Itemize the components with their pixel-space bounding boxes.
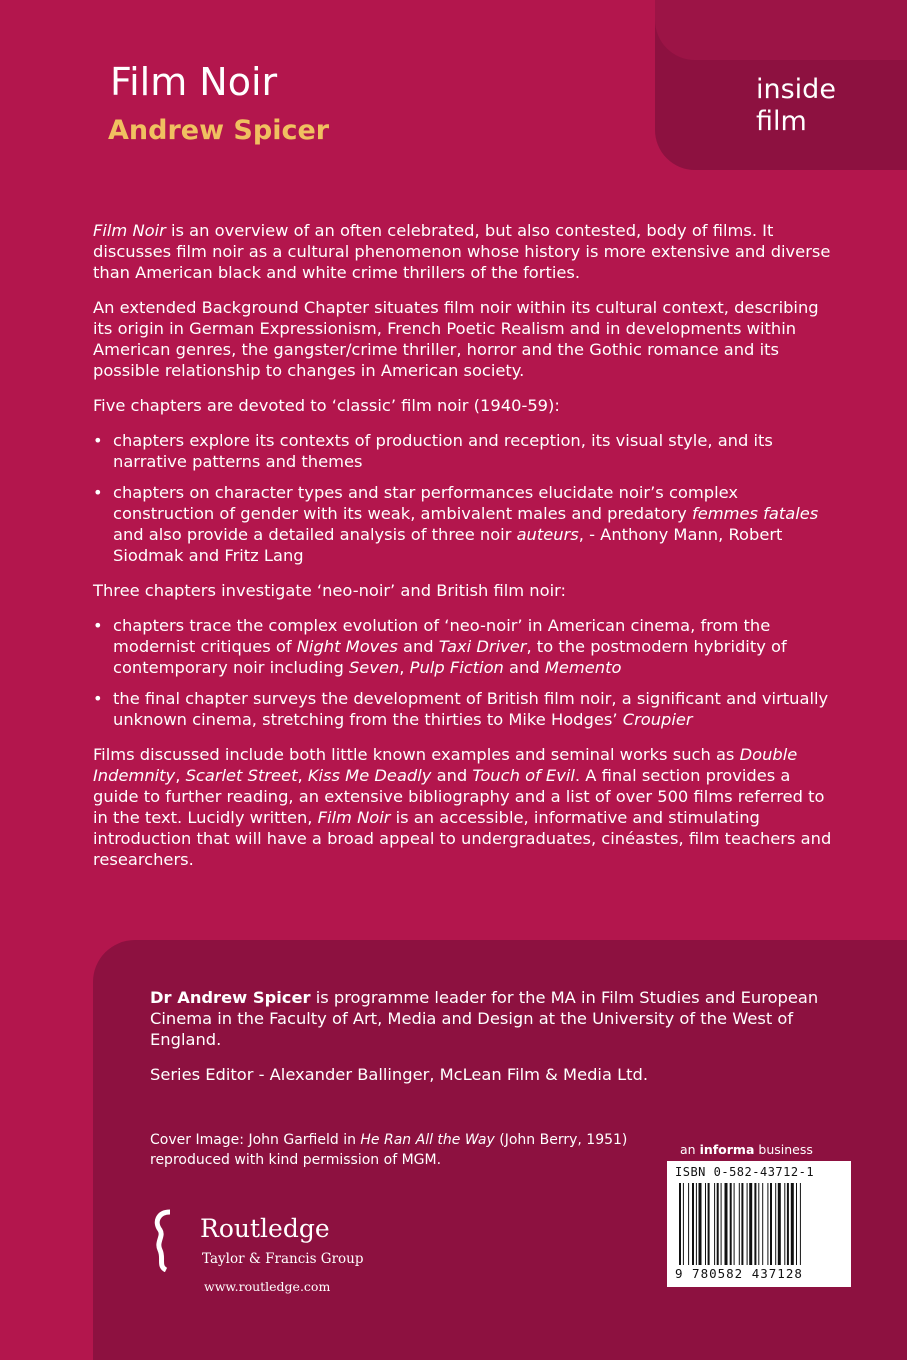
barcode-bar bbox=[739, 1183, 740, 1265]
publisher-url: www.routledge.com bbox=[204, 1279, 331, 1294]
corner-panel-top bbox=[655, 0, 907, 60]
bullet-list bbox=[93, 430, 838, 566]
barcode-bars bbox=[679, 1183, 841, 1265]
series-line-1: inside bbox=[756, 74, 836, 105]
blurb-paragraph: Three chapters investigate ‘neo-noir’ and British film noir: bbox=[93, 581, 566, 600]
barcode-bar bbox=[775, 1183, 776, 1265]
barcode-bar bbox=[754, 1183, 756, 1265]
isbn-digits: 9 780582 437128 bbox=[675, 1266, 803, 1281]
barcode-bar bbox=[800, 1183, 801, 1265]
barcode-bar bbox=[762, 1183, 763, 1265]
barcode-bar bbox=[705, 1183, 706, 1265]
cover-credit: Cover Image: John Garfield in He Ran All the Way (John Berry, 1951) reproduced with kind permission of MGM. bbox=[150, 1132, 628, 1168]
barcode-bar bbox=[708, 1183, 710, 1265]
barcode-bar bbox=[679, 1183, 681, 1265]
barcode-bar bbox=[714, 1183, 715, 1265]
barcode-bar bbox=[749, 1183, 752, 1265]
series-label bbox=[756, 74, 836, 138]
bullet-item: • chapters on character types and star performances elucidate noir’s complex construction of gender with its weak, ambivalent males and predatory femmes fatales and also provide a detailed analysis of three noir auteurs, - Anthony Mann, Robert Siodmak and Fritz Lang bbox=[93, 482, 838, 566]
publisher-group: Taylor & Francis Group bbox=[202, 1251, 364, 1267]
barcode-box bbox=[667, 1161, 851, 1287]
barcode-bar bbox=[734, 1183, 735, 1265]
bullet-item: • chapters explore its contexts of production and reception, its visual style, and its narrative patterns and themes bbox=[93, 430, 838, 472]
bio-paragraph: Dr Andrew Spicer is programme leader for the MA in Film Studies and European Cinema in the Faculty of Art, Media and Design at the University of the West of England. bbox=[150, 988, 819, 1049]
barcode-bar bbox=[696, 1183, 697, 1265]
barcode-bar bbox=[747, 1183, 748, 1265]
blurb-paragraph: Films discussed include both little known examples and seminal works such as Double Indemnity, Scarlet Street, Kiss Me Deadly and Touch of Evil. A final section provides a guide to further reading, an extensive bibliography and a list of over 500 films referred to in the text. Lucidly written, Film Noir is an accessible, informative and stimulating introduction that will have a broad appeal to undergraduates, cinéastes, film teachers and researchers. bbox=[93, 745, 832, 869]
book-title: Film Noir bbox=[110, 60, 278, 104]
barcode-bar bbox=[758, 1183, 759, 1265]
barcode-bar bbox=[688, 1183, 689, 1265]
barcode-bar bbox=[692, 1183, 694, 1265]
barcode-bar bbox=[717, 1183, 719, 1265]
bullet-item: • the final chapter surveys the development of British film noir, a significant and virtually unknown cinema, stretching from the thirties to Mike Hodges’ Croupier bbox=[93, 688, 838, 730]
bullet-item: • chapters trace the complex evolution of ‘neo-noir’ in American cinema, from the modernist critiques of Night Moves and Taxi Driver, to the postmodern hybridity of contemporary noir including Seven, Pulp Fiction and Memento bbox=[93, 615, 838, 678]
book-author: Andrew Spicer bbox=[108, 115, 330, 146]
barcode-bar bbox=[699, 1183, 702, 1265]
blurb-paragraph: An extended Background Chapter situates film noir within its cultural context, describing its origin in German Expressionism, French Poetic Realism and in developments within American genres, the gangster/crime thriller, horror and the Gothic romance and its possible relationship to changes in American society. bbox=[93, 298, 819, 380]
barcode-bar bbox=[770, 1183, 772, 1265]
barcode-bar bbox=[784, 1183, 785, 1265]
blurb-paragraph: Five chapters are devoted to ‘classic’ film noir (1940-59): bbox=[93, 396, 560, 415]
barcode-bar bbox=[683, 1183, 684, 1265]
barcode-bar bbox=[730, 1183, 732, 1265]
author-bio bbox=[150, 987, 840, 1099]
blurb bbox=[93, 220, 838, 884]
barcode-bar bbox=[725, 1183, 728, 1265]
barcode-bar bbox=[791, 1183, 794, 1265]
informa-tagline: an informa business bbox=[680, 1142, 813, 1157]
barcode-bar bbox=[741, 1183, 743, 1265]
series-editor: Series Editor - Alexander Ballinger, McLean Film & Media Ltd. bbox=[150, 1065, 649, 1084]
barcode-bar bbox=[787, 1183, 789, 1265]
series-line-2: film bbox=[756, 106, 807, 137]
barcode-bar bbox=[778, 1183, 781, 1265]
publisher-name: Routledge bbox=[200, 1214, 330, 1243]
barcode-bar bbox=[721, 1183, 722, 1265]
barcode-bar bbox=[796, 1183, 797, 1265]
isbn-label: ISBN 0-582-43712-1 bbox=[675, 1165, 815, 1179]
blurb-paragraph: Film Noir is an overview of an often celebrated, but also contested, body of films. It discusses film noir as a cultural phenomenon whose history is more extensive and diverse than American black and white crime thrillers of the forties. bbox=[93, 221, 831, 282]
bullet-list bbox=[93, 615, 838, 730]
routledge-logo-icon bbox=[148, 1208, 178, 1272]
barcode-bar bbox=[767, 1183, 768, 1265]
